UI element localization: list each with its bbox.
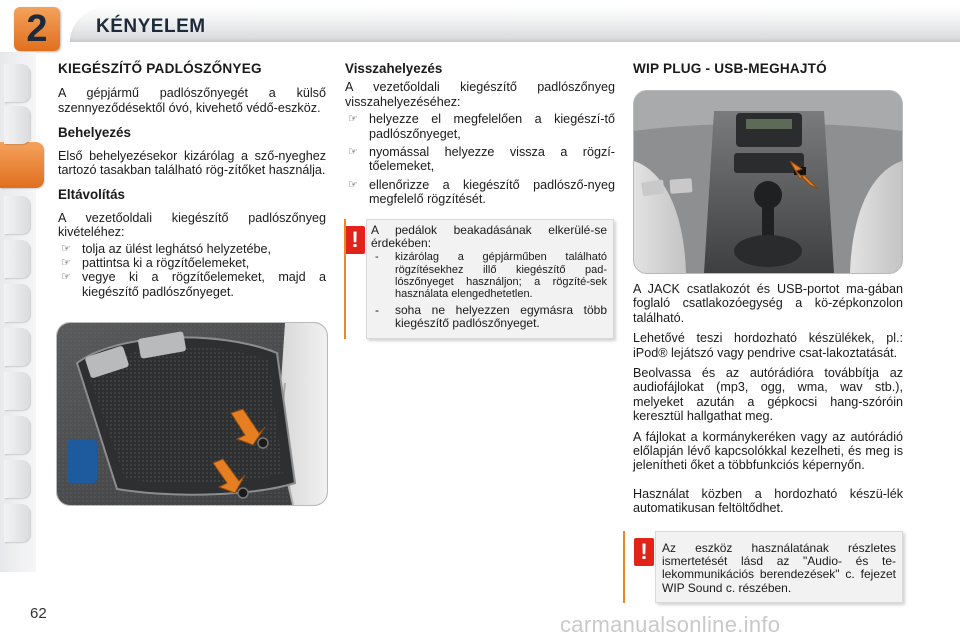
- floor-mat-title: KIEGÉSZÍTŐ PADLÓSZŐNYEG: [58, 61, 262, 76]
- note-accent-line: [623, 531, 625, 603]
- page-number: 62: [30, 605, 47, 622]
- side-tab-2-active[interactable]: [0, 142, 44, 188]
- remove-step: ☞ vegye ki a rögzítőelemeket, majd a kiegészítő padlószőnyeget.: [61, 270, 326, 299]
- warning-icon: !: [345, 226, 365, 254]
- floor-mat-illustration: [56, 322, 328, 506]
- side-tab-7[interactable]: [4, 328, 30, 366]
- remove-step: ☞ tolja az ülést leghátsó helyzetébe,: [61, 241, 272, 256]
- side-tab-6[interactable]: [4, 284, 30, 322]
- usb-paragraph: A fájlokat a kormánykeréken vagy az autórádió előlapján lévő kapcsolókkal kezelheti, és meg is jelenítheti őket a többfunkciós képernyőn.: [633, 429, 903, 473]
- usb-charging: Használat közben a hordozható készü-lék automatikusan feltöltődhet.: [633, 486, 903, 516]
- chapter-number-tab[interactable]: 2: [14, 7, 60, 51]
- warning-icon: !: [634, 538, 654, 566]
- reinstall-heading: Visszahelyezés: [345, 61, 443, 76]
- install-heading: Behelyezés: [58, 125, 131, 141]
- reinstall-step: ☞ ellenőrizze a kiegészítő padlósző-nyeg megfelelő rögzítését.: [348, 177, 615, 207]
- remove-intro: A vezetőoldali kiegészítő padlószőnyeg kivételéhez:: [58, 210, 326, 240]
- remove-heading: Eltávolítás: [58, 187, 125, 203]
- side-tab-11[interactable]: [4, 504, 30, 542]
- console-illustration: [633, 90, 903, 274]
- pointer-icon: ☞: [348, 178, 358, 191]
- install-text: Első behelyezésekor kizárólag a sző-nyeghez tartozó tasakban található rög-zítőket használja.: [58, 148, 326, 178]
- note-accent-line: [344, 219, 346, 339]
- side-tab-5[interactable]: [4, 240, 30, 278]
- watermark: carmanualsonline.info: [560, 612, 781, 637]
- console-image: [634, 91, 902, 273]
- usb-paragraph: A JACK csatlakozót és USB-portot ma-gában foglaló csatlakozóegység a kö-zépkonzolon található.: [633, 282, 903, 325]
- reinstall-intro: A vezetőoldali kiegészítő padlószőnyeg visszahelyezéséhez:: [345, 80, 615, 109]
- warning-lead: A pedálok beakadásának elkerülé-se érdekében:: [371, 223, 607, 251]
- usb-info-note: [640, 531, 903, 603]
- pointer-icon: ☞: [348, 113, 358, 126]
- floor-mat-column: [58, 62, 326, 299]
- usb-info-text: Az eszköz használatának részletes ismertetését lásd az "Audio- és te-lekommunikációs berendezések" c. fejezet WIP Sound c. részében.: [662, 541, 896, 595]
- side-tab-8[interactable]: [4, 372, 30, 410]
- pointer-icon: ☞: [61, 242, 71, 255]
- pointer-icon: ☞: [61, 271, 71, 284]
- remove-step: ☞ pattintsa ki a rögzítőelemeket,: [61, 256, 250, 271]
- floor-mat-intro: A gépjármű padlószőnyegét a külső szennyeződésektől óvó, kivehető védő-eszköz.: [58, 86, 326, 115]
- side-tab-10[interactable]: [4, 460, 30, 498]
- pedal-warning-note: [351, 219, 614, 339]
- pointer-icon: ☞: [61, 257, 71, 270]
- floor-mat-image: [57, 323, 327, 505]
- chapter-title: KÉNYELEM: [96, 16, 206, 37]
- usb-title: WIP PLUG - USB-MEGHAJTÓ: [633, 61, 827, 76]
- side-tab-1[interactable]: [4, 64, 30, 102]
- reinstall-step: ☞ nyomással helyezze vissza a rögzí-tőelemeket,: [348, 145, 615, 174]
- side-tab-4[interactable]: [4, 196, 30, 234]
- usb-paragraph: Lehetővé teszi hordozható készülékek, pl.: iPod® lejátszó vagy pendrive csat-lakoztatását.: [633, 331, 903, 360]
- reinstall-column: [345, 62, 615, 207]
- warning-item: - kizárólag a gépjárműben található rögzítésekhez illő kiegészítő pad-lószőnyeget használjon; a rögzíté-sek használata elengedhetetlen.: [375, 251, 607, 301]
- usb-column: [633, 62, 903, 76]
- side-tab-9[interactable]: [4, 416, 30, 454]
- usb-description: [633, 282, 903, 516]
- reinstall-step: ☞ helyezze el megfelelően a kiegészí-tő padlószőnyeget,: [348, 112, 615, 141]
- side-tab-3[interactable]: [4, 106, 30, 144]
- warning-item: - soha ne helyezzen egymásra több kiegészítő padlószőnyeget.: [375, 303, 607, 331]
- usb-paragraph: Beolvassa és az autórádióra továbbítja az audiofájlokat (mp3, ogg, wma, wav stb.), melyeket azután a gépkocsi hang-szóróin keresztül hallgathat meg.: [633, 366, 903, 424]
- pointer-icon: ☞: [348, 146, 358, 159]
